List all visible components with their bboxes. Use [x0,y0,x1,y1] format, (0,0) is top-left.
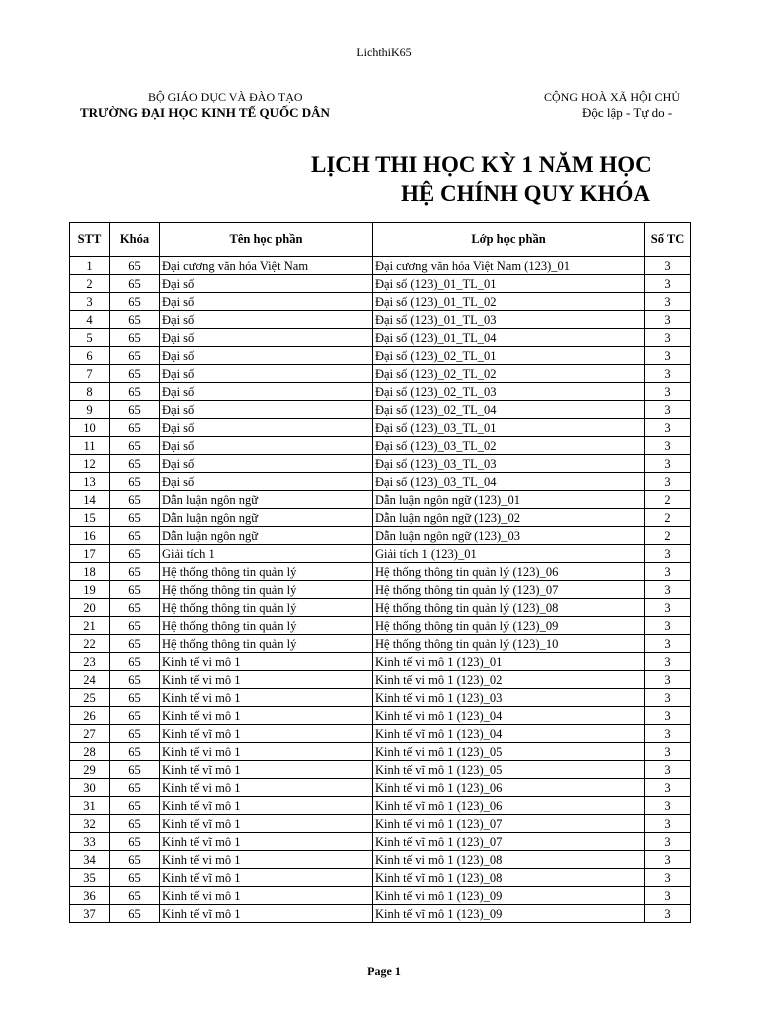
table-row [70,725,691,743]
table-header-row [70,223,691,257]
cell-stt: 15 [70,509,110,527]
page-subtitle: HỆ CHÍNH QUY KHÓA [401,181,650,206]
cell-stt: 16 [70,527,110,545]
table-row [70,509,691,527]
cell-course-section: Dẫn luận ngôn ngữ (123)_01 [373,491,645,509]
cell-course-section: Kinh tế vi mô 1 (123)_08 [373,851,645,869]
cell-course-section: Đại số (123)_03_TL_01 [373,419,645,437]
cell-khoa: 65 [110,509,160,527]
cell-khoa: 65 [110,851,160,869]
table-row [70,473,691,491]
cell-credits: 3 [645,689,691,707]
table-row [70,365,691,383]
table-row [70,815,691,833]
cell-khoa: 65 [110,473,160,491]
cell-course-name: Giải tích 1 [160,545,373,563]
cell-course-name: Kinh tế vĩ mô 1 [160,815,373,833]
cell-khoa: 65 [110,401,160,419]
cell-credits: 3 [645,887,691,905]
table-row [70,293,691,311]
cell-course-name: Kinh tế vi mô 1 [160,707,373,725]
cell-khoa: 65 [110,347,160,365]
cell-khoa: 65 [110,527,160,545]
cell-stt: 1 [70,257,110,275]
table-row [70,617,691,635]
cell-credits: 3 [645,599,691,617]
cell-stt: 21 [70,617,110,635]
national-motto: Độc lập - Tự do - [582,105,673,120]
table-row [70,869,691,887]
column-header-credits: Số TC [645,223,691,257]
cell-course-name: Kinh tế vĩ mô 1 [160,905,373,923]
cell-stt: 22 [70,635,110,653]
cell-course-section: Kinh tế vĩ mô 1 (123)_07 [373,833,645,851]
cell-stt: 6 [70,347,110,365]
cell-course-section: Đại số (123)_03_TL_03 [373,455,645,473]
column-header-course-name: Tên học phần [160,223,373,257]
cell-stt: 31 [70,797,110,815]
cell-credits: 3 [645,815,691,833]
cell-credits: 2 [645,509,691,527]
cell-credits: 3 [645,455,691,473]
cell-course-name: Kinh tế vi mô 1 [160,779,373,797]
table-body [70,257,691,923]
cell-credits: 2 [645,491,691,509]
cell-course-section: Hệ thống thông tin quản lý (123)_06 [373,563,645,581]
cell-course-name: Kinh tế vi mô 1 [160,743,373,761]
table-row [70,761,691,779]
cell-course-section: Dẫn luận ngôn ngữ (123)_03 [373,527,645,545]
cell-course-name: Kinh tế vi mô 1 [160,671,373,689]
cell-khoa: 65 [110,689,160,707]
cell-credits: 3 [645,365,691,383]
table-row [70,671,691,689]
page-title: LỊCH THI HỌC KỲ 1 NĂM HỌC [311,152,652,177]
cell-course-name: Dẫn luận ngôn ngữ [160,509,373,527]
cell-course-name: Đại số [160,437,373,455]
cell-credits: 3 [645,473,691,491]
cell-khoa: 65 [110,545,160,563]
cell-credits: 2 [645,527,691,545]
cell-course-section: Kinh tế vĩ mô 1 (123)_04 [373,725,645,743]
table-row [70,833,691,851]
cell-credits: 3 [645,869,691,887]
cell-course-section: Hệ thống thông tin quản lý (123)_07 [373,581,645,599]
cell-stt: 2 [70,275,110,293]
cell-course-name: Kinh tế vĩ mô 1 [160,797,373,815]
cell-credits: 3 [645,383,691,401]
cell-stt: 23 [70,653,110,671]
table-row [70,329,691,347]
cell-course-name: Kinh tế vĩ mô 1 [160,725,373,743]
cell-stt: 36 [70,887,110,905]
ministry-name: BỘ GIÁO DỤC VÀ ĐÀO TẠO [148,90,303,104]
cell-stt: 8 [70,383,110,401]
cell-khoa: 65 [110,707,160,725]
cell-course-name: Đại số [160,275,373,293]
cell-credits: 3 [645,545,691,563]
cell-khoa: 65 [110,869,160,887]
cell-khoa: 65 [110,743,160,761]
cell-stt: 32 [70,815,110,833]
cell-course-name: Kinh tế vĩ mô 1 [160,761,373,779]
table-row [70,491,691,509]
cell-course-section: Đại số (123)_03_TL_02 [373,437,645,455]
cell-course-name: Đại số [160,311,373,329]
cell-stt: 30 [70,779,110,797]
cell-credits: 3 [645,851,691,869]
table-row [70,563,691,581]
cell-stt: 33 [70,833,110,851]
table-row [70,347,691,365]
cell-stt: 24 [70,671,110,689]
cell-course-section: Đại số (123)_01_TL_02 [373,293,645,311]
cell-credits: 3 [645,743,691,761]
cell-khoa: 65 [110,725,160,743]
cell-credits: 3 [645,275,691,293]
cell-khoa: 65 [110,455,160,473]
table-row [70,779,691,797]
cell-stt: 3 [70,293,110,311]
cell-credits: 3 [645,779,691,797]
cell-course-name: Đại số [160,347,373,365]
cell-khoa: 65 [110,887,160,905]
cell-course-section: Đại số (123)_02_TL_04 [373,401,645,419]
column-header-stt: STT [70,223,110,257]
table-row [70,887,691,905]
cell-stt: 17 [70,545,110,563]
cell-stt: 28 [70,743,110,761]
cell-course-section: Đại số (123)_02_TL_02 [373,365,645,383]
cell-khoa: 65 [110,563,160,581]
cell-khoa: 65 [110,905,160,923]
cell-course-name: Đại số [160,383,373,401]
cell-course-section: Đại số (123)_03_TL_04 [373,473,645,491]
cell-course-section: Đại cương văn hóa Việt Nam (123)_01 [373,257,645,275]
cell-credits: 3 [645,797,691,815]
cell-credits: 3 [645,833,691,851]
cell-course-section: Kinh tế vi mô 1 (123)_03 [373,689,645,707]
cell-course-section: Hệ thống thông tin quản lý (123)_09 [373,617,645,635]
table-row [70,743,691,761]
republic-heading: CỘNG HOÀ XÃ HỘI CHỦ [544,90,680,104]
cell-credits: 3 [645,761,691,779]
cell-credits: 3 [645,311,691,329]
cell-stt: 37 [70,905,110,923]
cell-khoa: 65 [110,437,160,455]
cell-stt: 25 [70,689,110,707]
cell-course-name: Đại số [160,365,373,383]
cell-course-name: Đại số [160,455,373,473]
cell-course-name: Đại cương văn hóa Việt Nam [160,257,373,275]
cell-stt: 10 [70,419,110,437]
cell-course-section: Kinh tế vi mô 1 (123)_02 [373,671,645,689]
cell-credits: 3 [645,707,691,725]
university-name: TRƯỜNG ĐẠI HỌC KINH TẾ QUỐC DÂN [80,105,330,120]
cell-credits: 3 [645,905,691,923]
cell-stt: 11 [70,437,110,455]
column-header-khoa: Khóa [110,223,160,257]
cell-course-section: Kinh tế vi mô 1 (123)_04 [373,707,645,725]
cell-stt: 9 [70,401,110,419]
cell-course-name: Kinh tế vi mô 1 [160,689,373,707]
cell-course-name: Đại số [160,401,373,419]
cell-course-name: Đại số [160,329,373,347]
cell-credits: 3 [645,401,691,419]
cell-course-section: Kinh tế vi mô 1 (123)_06 [373,779,645,797]
cell-course-section: Kinh tế vĩ mô 1 (123)_08 [373,869,645,887]
table-row [70,797,691,815]
table-row [70,311,691,329]
table-row [70,545,691,563]
cell-khoa: 65 [110,653,160,671]
table-row [70,653,691,671]
cell-credits: 3 [645,671,691,689]
cell-course-name: Kinh tế vi mô 1 [160,653,373,671]
cell-khoa: 65 [110,581,160,599]
cell-stt: 4 [70,311,110,329]
cell-khoa: 65 [110,275,160,293]
cell-stt: 13 [70,473,110,491]
cell-stt: 7 [70,365,110,383]
cell-credits: 3 [645,347,691,365]
cell-khoa: 65 [110,257,160,275]
table-row [70,851,691,869]
cell-khoa: 65 [110,761,160,779]
cell-course-section: Kinh tế vi mô 1 (123)_05 [373,743,645,761]
cell-stt: 27 [70,725,110,743]
cell-credits: 3 [645,419,691,437]
cell-stt: 20 [70,599,110,617]
cell-course-name: Hệ thống thông tin quản lý [160,599,373,617]
cell-course-section: Đại số (123)_02_TL_01 [373,347,645,365]
cell-course-section: Đại số (123)_01_TL_01 [373,275,645,293]
cell-course-name: Kinh tế vi mô 1 [160,851,373,869]
cell-credits: 3 [645,635,691,653]
cell-credits: 3 [645,293,691,311]
cell-credits: 3 [645,725,691,743]
cell-khoa: 65 [110,635,160,653]
table-row [70,383,691,401]
cell-course-section: Hệ thống thông tin quản lý (123)_08 [373,599,645,617]
cell-course-name: Đại số [160,419,373,437]
cell-stt: 5 [70,329,110,347]
cell-course-section: Kinh tế vĩ mô 1 (123)_06 [373,797,645,815]
cell-course-name: Hệ thống thông tin quản lý [160,563,373,581]
cell-course-section: Giải tích 1 (123)_01 [373,545,645,563]
cell-khoa: 65 [110,815,160,833]
cell-stt: 26 [70,707,110,725]
cell-course-section: Đại số (123)_02_TL_03 [373,383,645,401]
cell-course-section: Dẫn luận ngôn ngữ (123)_02 [373,509,645,527]
cell-course-section: Kinh tế vi mô 1 (123)_09 [373,887,645,905]
cell-khoa: 65 [110,365,160,383]
cell-credits: 3 [645,257,691,275]
cell-course-name: Kinh tế vĩ mô 1 [160,833,373,851]
cell-course-section: Kinh tế vĩ mô 1 (123)_09 [373,905,645,923]
cell-khoa: 65 [110,293,160,311]
table-row [70,635,691,653]
cell-course-name: Hệ thống thông tin quản lý [160,581,373,599]
cell-course-section: Kinh tế vĩ mô 1 (123)_05 [373,761,645,779]
sheet-name: LichthiK65 [356,45,412,59]
table-row [70,689,691,707]
cell-course-name: Dẫn luận ngôn ngữ [160,527,373,545]
table-row [70,707,691,725]
cell-course-section: Hệ thống thông tin quản lý (123)_10 [373,635,645,653]
cell-credits: 3 [645,437,691,455]
cell-khoa: 65 [110,797,160,815]
cell-khoa: 65 [110,671,160,689]
cell-khoa: 65 [110,617,160,635]
cell-stt: 14 [70,491,110,509]
table-row [70,419,691,437]
cell-course-section: Kinh tế vi mô 1 (123)_01 [373,653,645,671]
cell-course-name: Kinh tế vĩ mô 1 [160,869,373,887]
cell-course-name: Hệ thống thông tin quản lý [160,635,373,653]
cell-khoa: 65 [110,419,160,437]
table-row [70,581,691,599]
cell-course-section: Đại số (123)_01_TL_04 [373,329,645,347]
table-row [70,455,691,473]
column-header-course-section: Lớp học phần [373,223,645,257]
table-row [70,599,691,617]
cell-course-name: Đại số [160,293,373,311]
table-row [70,257,691,275]
cell-credits: 3 [645,617,691,635]
cell-course-name: Hệ thống thông tin quản lý [160,617,373,635]
cell-course-name: Dẫn luận ngôn ngữ [160,491,373,509]
cell-credits: 3 [645,581,691,599]
page-number: Page 1 [367,964,401,978]
cell-khoa: 65 [110,383,160,401]
cell-course-name: Kinh tế vi mô 1 [160,887,373,905]
cell-stt: 19 [70,581,110,599]
cell-credits: 3 [645,563,691,581]
table-row [70,527,691,545]
cell-course-section: Kinh tế vi mô 1 (123)_07 [373,815,645,833]
table-row [70,401,691,419]
table-row [70,437,691,455]
cell-credits: 3 [645,653,691,671]
cell-stt: 18 [70,563,110,581]
cell-khoa: 65 [110,779,160,797]
cell-course-section: Đại số (123)_01_TL_03 [373,311,645,329]
cell-credits: 3 [645,329,691,347]
cell-khoa: 65 [110,833,160,851]
cell-stt: 34 [70,851,110,869]
cell-stt: 12 [70,455,110,473]
cell-stt: 35 [70,869,110,887]
exam-schedule-table [69,222,691,923]
cell-khoa: 65 [110,599,160,617]
cell-course-name: Đại số [160,473,373,491]
cell-khoa: 65 [110,311,160,329]
cell-khoa: 65 [110,491,160,509]
cell-stt: 29 [70,761,110,779]
table-row [70,275,691,293]
cell-khoa: 65 [110,329,160,347]
table-row [70,905,691,923]
